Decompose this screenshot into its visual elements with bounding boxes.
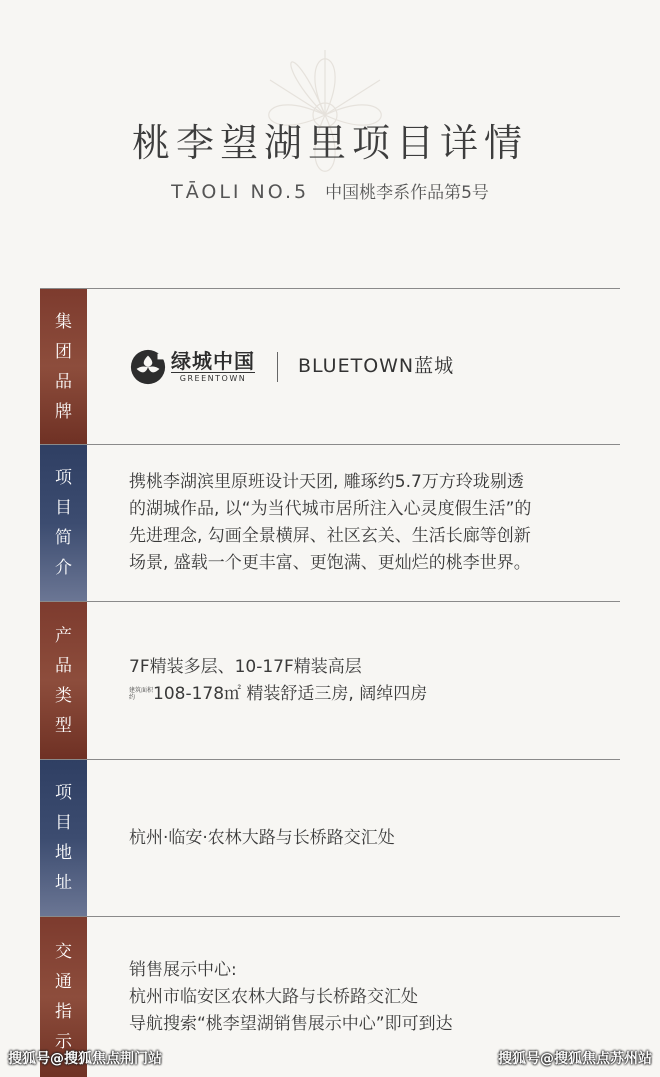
product-line-1: 7F精装多层、10-17F精装高层 — [129, 656, 362, 677]
row-label-group-brand: 集 团 品 牌 — [40, 289, 87, 444]
row-project-intro — [40, 444, 620, 601]
traffic-line: 导航搜索“桃李望湖销售展示中心”即可到达 — [129, 1013, 453, 1034]
row-group-brand — [40, 288, 620, 444]
traffic-line: 销售展示中心: — [129, 959, 237, 980]
logo-divider — [277, 352, 278, 382]
intro-line: 携桃李湖滨里原班设计天团, 雕琢约5.7万方玲珑剔透 — [129, 472, 524, 492]
greentown-english-name: GREENTOWN — [171, 372, 255, 384]
watermark-left: 搜狐号@搜狐焦点荆门站 — [8, 1051, 162, 1067]
bluetown-logo: BLUETOWN蓝城 — [298, 355, 455, 377]
row-product-type — [40, 601, 620, 759]
brand-logos — [129, 348, 620, 386]
area-note: 建筑面积约 — [129, 686, 154, 701]
project-details-table — [40, 288, 620, 1077]
watermark-right: 搜狐号@搜狐焦点苏州站 — [498, 1051, 652, 1067]
row-label-traffic-guide: 交 通 指 示 — [40, 917, 87, 1077]
brand-chinese-series: 中国桃李系作品第5号 — [325, 183, 489, 203]
project-address: 杭州·临安·农林大路与长桥路交汇处 — [129, 827, 395, 848]
row-label-project-intro: 项 目 简 介 — [40, 445, 87, 601]
row-content-project-intro — [87, 445, 620, 601]
row-content-product-type — [87, 602, 620, 759]
greentown-mark-icon — [129, 348, 167, 386]
page-title: 桃李望湖里项目详情 — [131, 121, 528, 165]
intro-line: 先进理念, 勾画全景横屏、社区玄关、生活长廊等创新 — [129, 526, 531, 546]
brand-english-name: TĀOLI NO.5 — [171, 181, 310, 203]
greentown-chinese-name: 绿城中国 — [171, 348, 255, 373]
row-label-product-type: 产 品 类 型 — [40, 602, 87, 759]
greentown-logo — [129, 348, 255, 386]
product-line-2: 建筑面积约 108-178㎡ 精装舒适三房, 阔绰四房 — [129, 683, 428, 704]
page-subtitle — [0, 178, 660, 203]
traffic-line: 杭州市临安区农林大路与长桥路交汇处 — [129, 986, 418, 1007]
row-content-group-brand — [87, 289, 620, 444]
row-project-address — [40, 759, 620, 916]
row-content-project-address — [87, 760, 620, 916]
row-label-project-address: 项 目 地 址 — [40, 760, 87, 916]
intro-line: 场景, 盛载一个更丰富、更饱满、更灿烂的桃李世界。 — [129, 553, 531, 573]
intro-line: 的湖城作品, 以“为当代城市居所注入心灵度假生活”的 — [129, 499, 532, 519]
